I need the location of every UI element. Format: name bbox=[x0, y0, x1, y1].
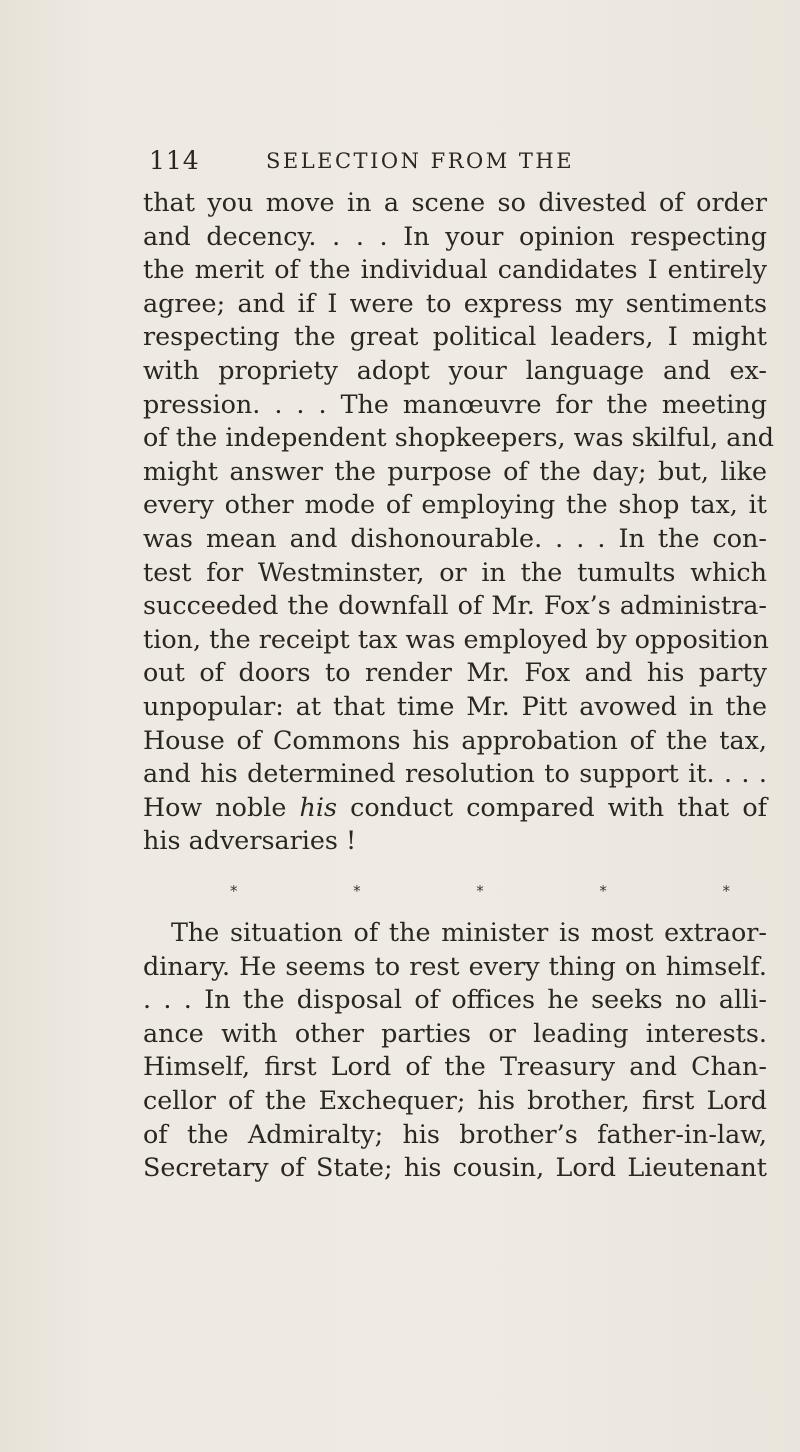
text-line: with propriety adopt your language and ex- bbox=[143, 354, 767, 385]
text-line: pression. . . . The manœuvre for the meeting bbox=[143, 388, 767, 419]
asterisk-ornament: * bbox=[476, 882, 484, 900]
text-line: test for Westminster, or in the tumults which bbox=[143, 556, 767, 587]
text-line: and his determined resolution to support it. . . . bbox=[143, 758, 767, 789]
emphasis-text: his bbox=[299, 791, 338, 822]
text-line: that you move in a scene so divested of order bbox=[143, 187, 767, 217]
text-line: succeeded the downfall of Mr. Fox’s administra- bbox=[143, 590, 767, 621]
text-line: might answer the purpose of the day; but, like bbox=[143, 455, 767, 486]
text-line bbox=[143, 791, 767, 825]
text-line: tion, the receipt tax was employed by opposition bbox=[143, 623, 769, 654]
text-line: . . . In the disposal of offices he seeks no alli- bbox=[143, 984, 767, 1015]
text-line: was mean and dishonourable. . . . In the con- bbox=[143, 522, 767, 553]
text-line: his adversaries ! bbox=[143, 825, 357, 856]
text-line: the merit of the individual candidates I entirely bbox=[143, 254, 767, 285]
text-line: Secretary of State; his cousin, Lord Lieutenant bbox=[143, 1152, 767, 1183]
text-line: and decency. . . . In your opinion respecting bbox=[143, 220, 767, 251]
text-line: out of doors to render Mr. Fox and his party bbox=[143, 657, 767, 688]
paragraph-2 bbox=[143, 916, 767, 1185]
text-line: Himself, first Lord of the Treasury and Chan- bbox=[143, 1051, 767, 1082]
text-run: conduct compared with that of bbox=[337, 791, 767, 822]
running-head: SELECTION FROM THE bbox=[266, 149, 575, 173]
asterisk-ornament: * bbox=[722, 882, 730, 900]
text-line: of the Admiralty; his brother’s father-in-law, bbox=[143, 1118, 767, 1149]
asterisk-ornament: * bbox=[230, 882, 238, 900]
text-line: dinary. He seems to rest every thing on himself. bbox=[143, 950, 767, 981]
text-line: cellor of the Exchequer; his brother, first Lord bbox=[143, 1084, 767, 1115]
asterisk-ornament: * bbox=[353, 882, 361, 900]
text-line: respecting the great political leaders, I might bbox=[143, 321, 767, 352]
asterisk-ornament: * bbox=[599, 882, 607, 900]
text-line: House of Commons his approbation of the tax, bbox=[143, 724, 767, 755]
text-line: agree; and if I were to express my sentiments bbox=[143, 287, 767, 318]
text-line: The situation of the minister is most extraor- bbox=[171, 917, 767, 947]
text-run: How noble bbox=[143, 791, 300, 822]
text-line: every other mode of employing the shop tax, it bbox=[143, 489, 767, 520]
text-line: unpopular: at that time Mr. Pitt avowed in the bbox=[143, 690, 767, 721]
page-number: 114 bbox=[149, 146, 200, 175]
text-line: ance with other parties or leading interests. bbox=[143, 1017, 767, 1048]
text-line: of the independent shopkeepers, was skilful, and bbox=[143, 422, 775, 453]
section-divider bbox=[230, 882, 730, 900]
paragraph-1 bbox=[143, 186, 775, 858]
page-header bbox=[149, 146, 769, 182]
